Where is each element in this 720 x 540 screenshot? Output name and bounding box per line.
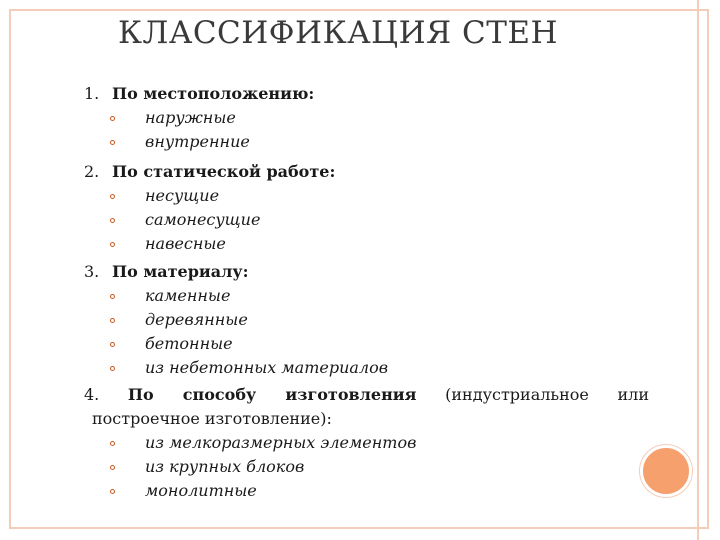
- bullet-icon: [110, 116, 115, 121]
- bullet-icon: [110, 218, 115, 223]
- list-item: [84, 332, 649, 356]
- list-item: [84, 455, 649, 479]
- section-heading: [84, 160, 649, 184]
- list-item: [84, 184, 649, 208]
- bullet-icon: [110, 465, 115, 470]
- list-item-text: бетонные: [145, 334, 233, 353]
- section-location: [84, 82, 649, 154]
- list-item: [84, 479, 649, 503]
- section-heading: [84, 383, 649, 407]
- list-item: [84, 232, 649, 256]
- section-list: [84, 431, 649, 503]
- list-item-text: внутренние: [145, 132, 250, 151]
- section-note-line1: (индустриальное или: [445, 385, 649, 404]
- list-item: [84, 308, 649, 332]
- bullet-icon: [110, 242, 115, 247]
- section-heading-text: По материалу:: [112, 262, 249, 281]
- section-number: 1.: [84, 84, 100, 103]
- section-heading-text: По способу изготовления: [127, 385, 417, 404]
- section-number: 2.: [84, 162, 100, 181]
- list-item-text: навесные: [145, 234, 226, 253]
- section-number: 4.: [84, 385, 100, 404]
- section-list: [84, 184, 649, 256]
- list-item-text: несущие: [145, 186, 220, 205]
- list-item: [84, 106, 649, 130]
- list-item-text: из мелкоразмерных элементов: [145, 433, 417, 452]
- bullet-icon: [110, 342, 115, 347]
- section-heading: [84, 82, 649, 106]
- section-manufacturing: [84, 383, 649, 503]
- list-item-text: каменные: [145, 286, 231, 305]
- list-item: [84, 208, 649, 232]
- bullet-icon: [110, 441, 115, 446]
- list-item: [84, 356, 649, 380]
- bullet-icon: [110, 489, 115, 494]
- list-item-text: деревянные: [145, 310, 248, 329]
- section-heading-text: По местоположению:: [112, 84, 315, 103]
- list-item-text: наружные: [145, 108, 236, 127]
- list-item-text: монолитные: [145, 481, 257, 500]
- bullet-icon: [110, 366, 115, 371]
- bullet-icon: [110, 140, 115, 145]
- section-heading-text: По статической работе:: [112, 162, 336, 181]
- section-heading: [84, 260, 649, 284]
- list-item: [84, 130, 649, 154]
- bullet-icon: [110, 318, 115, 323]
- list-item-text: из крупных блоков: [145, 457, 305, 476]
- list-item: [84, 284, 649, 308]
- bullet-icon: [110, 194, 115, 199]
- list-item: [84, 431, 649, 455]
- list-item-text: самонесущие: [145, 210, 261, 229]
- slide-title: КЛАССИФИКАЦИЯ СТЕН: [118, 15, 559, 51]
- section-static-work: [84, 160, 649, 256]
- section-list: [84, 284, 649, 380]
- section-list: [84, 106, 649, 154]
- section-note-line2: построечное изготовление):: [92, 409, 332, 428]
- slide-content: [84, 82, 649, 503]
- section-number: 3.: [84, 262, 100, 281]
- bullet-icon: [110, 294, 115, 299]
- section-material: [84, 260, 649, 380]
- frame-vertical-line: [697, 0, 699, 540]
- list-item-text: из небетонных материалов: [145, 358, 389, 377]
